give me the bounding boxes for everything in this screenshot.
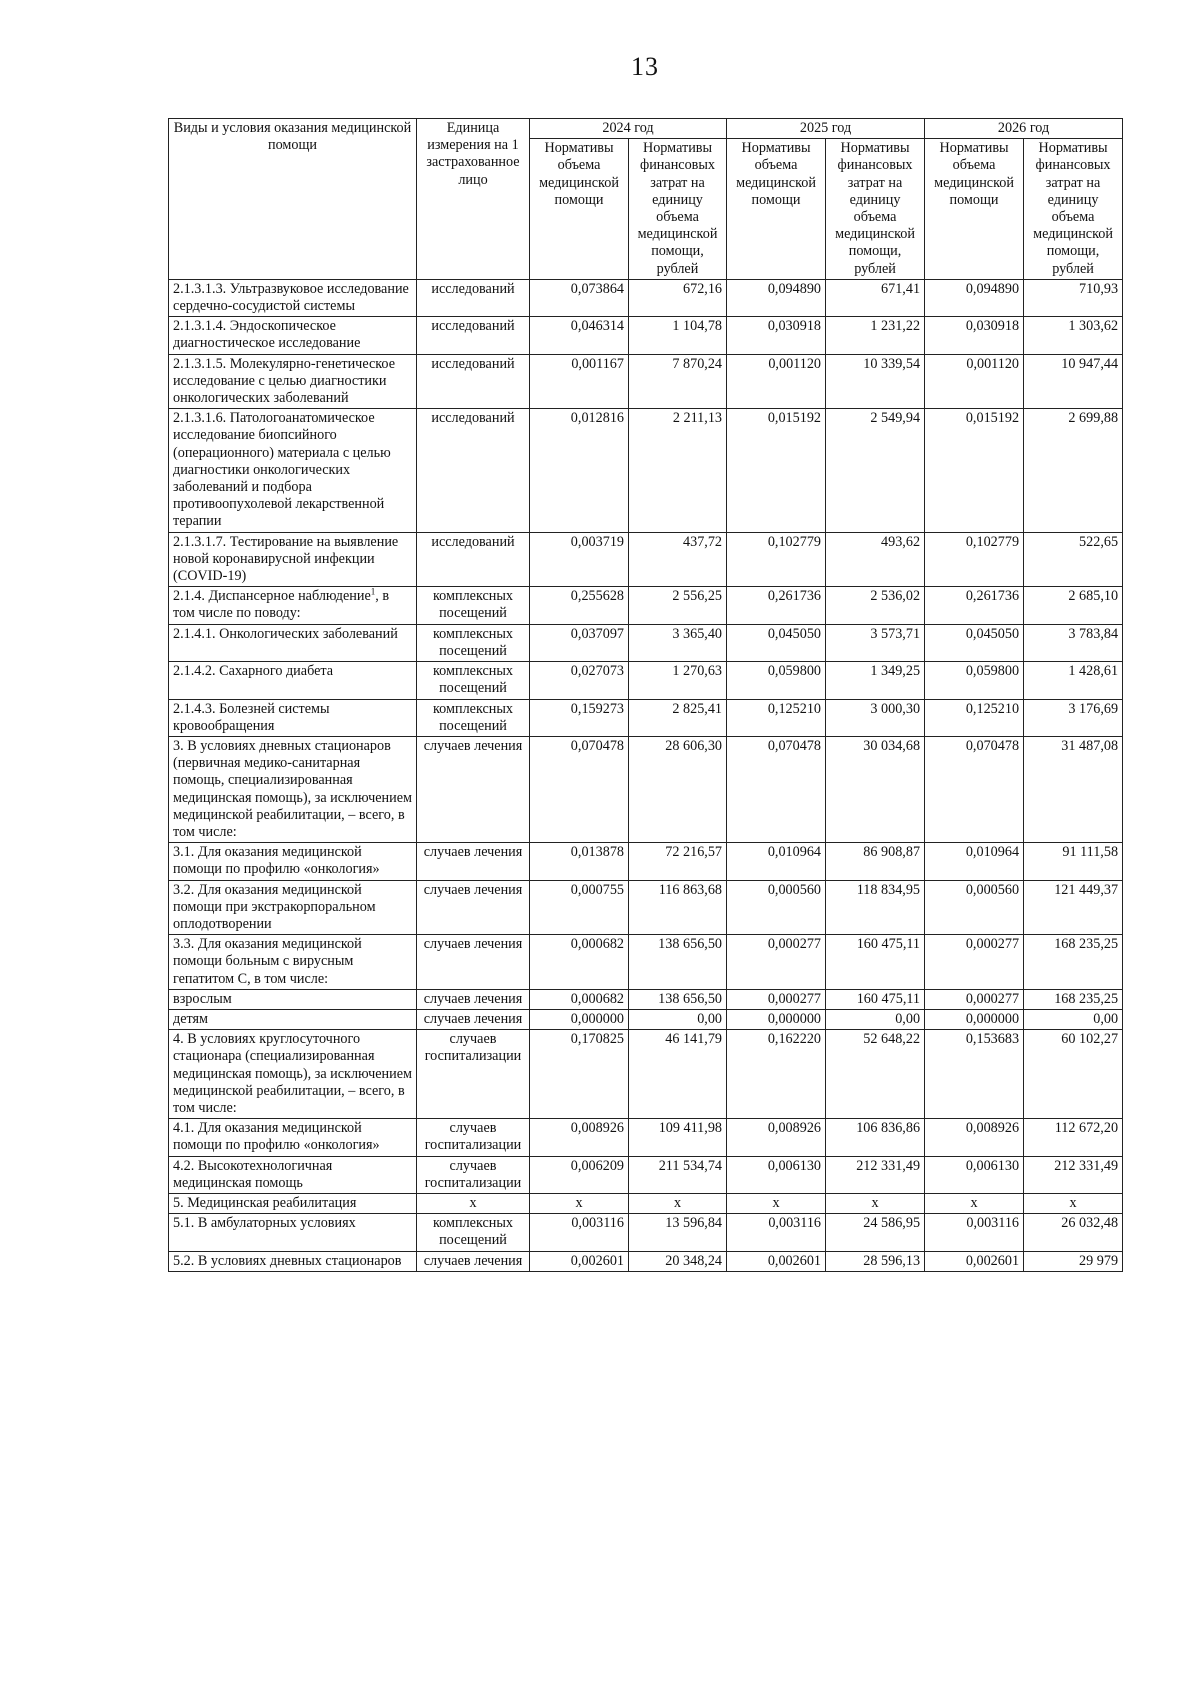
row-name: [169, 587, 417, 624]
header-year-2024: 2024 год: [530, 119, 727, 139]
row-volume-2024: 0,073864: [530, 279, 629, 316]
row-volume-2024: 0,003116: [530, 1214, 629, 1251]
row-volume-2026: 0,094890: [925, 279, 1024, 316]
table-row: [169, 843, 1123, 880]
table-row: [169, 880, 1123, 935]
table-row: [169, 279, 1123, 316]
table-body: [169, 279, 1123, 1271]
row-cost-2024: 1 104,78: [629, 317, 727, 354]
table-row: [169, 1214, 1123, 1251]
row-volume-2025: 0,000000: [727, 1009, 826, 1029]
row-cost-2025: 2 536,02: [826, 587, 925, 624]
row-volume-2024: 0,012816: [530, 409, 629, 532]
table-row: [169, 1193, 1123, 1213]
row-unit: случаев госпитализации: [417, 1119, 530, 1156]
row-volume-2026: 0,261736: [925, 587, 1024, 624]
table-row: [169, 1030, 1123, 1119]
row-cost-2024: 2 825,41: [629, 699, 727, 736]
header-volume-2024: Нормативы объема медицинской помощи: [530, 139, 629, 280]
row-volume-2026: 0,010964: [925, 843, 1024, 880]
row-unit: случаев лечения: [417, 843, 530, 880]
row-cost-2026: 2 699,88: [1024, 409, 1123, 532]
row-unit: исследований: [417, 354, 530, 409]
row-name: детям: [169, 1009, 417, 1029]
header-cost-2026: Нормативы финансовых затрат на единицу объема медицинской помощи, рублей: [1024, 139, 1123, 280]
page-number: 13: [631, 52, 659, 81]
row-cost-2026: 31 487,08: [1024, 736, 1123, 842]
header-type: Виды и условия оказания медицинской помощи: [169, 119, 417, 280]
row-cost-2024: 2 556,25: [629, 587, 727, 624]
row-volume-2024: 0,027073: [530, 662, 629, 699]
header-year-2026: 2026 год: [925, 119, 1123, 139]
table-row: [169, 409, 1123, 532]
header-row-years: [169, 119, 1123, 139]
row-unit: случаев госпитализации: [417, 1030, 530, 1119]
row-volume-2024: 0,000755: [530, 880, 629, 935]
table-row: [169, 1156, 1123, 1193]
row-volume-2024: 0,255628: [530, 587, 629, 624]
row-cost-2025: 118 834,95: [826, 880, 925, 935]
row-volume-2025: 0,059800: [727, 662, 826, 699]
row-cost-2026: 2 685,10: [1024, 587, 1123, 624]
row-cost-2026: 1 303,62: [1024, 317, 1123, 354]
row-volume-2026: 0,102779: [925, 532, 1024, 587]
row-volume-2026: 0,003116: [925, 1214, 1024, 1251]
row-volume-2026: 0,125210: [925, 699, 1024, 736]
row-volume-2024: 0,002601: [530, 1251, 629, 1271]
row-unit: комплексных посещений: [417, 624, 530, 661]
row-name: 2.1.3.1.5. Молекулярно-генетическое исследование с целью диагностики онкологических заболеваний: [169, 354, 417, 409]
row-cost-2025: 160 475,11: [826, 935, 925, 990]
table-row: [169, 1009, 1123, 1029]
row-volume-2024: 0,159273: [530, 699, 629, 736]
row-name: 5. Медицинская реабилитация: [169, 1193, 417, 1213]
row-cost-2025: 106 836,86: [826, 1119, 925, 1156]
header-volume-2025: Нормативы объема медицинской помощи: [727, 139, 826, 280]
footnote-mark: 1: [370, 586, 376, 597]
row-cost-2024: 46 141,79: [629, 1030, 727, 1119]
row-cost-2025: 30 034,68: [826, 736, 925, 842]
row-name: взрослым: [169, 989, 417, 1009]
row-cost-2026: 3 783,84: [1024, 624, 1123, 661]
row-cost-2024: 1 270,63: [629, 662, 727, 699]
row-cost-2025: 3 573,71: [826, 624, 925, 661]
row-unit: исследований: [417, 317, 530, 354]
table-row: [169, 624, 1123, 661]
row-volume-2025: 0,261736: [727, 587, 826, 624]
row-name: 2.1.3.1.7. Тестирование на выявление новой коронавирусной инфекции (COVID-19): [169, 532, 417, 587]
row-cost-2025: 24 586,95: [826, 1214, 925, 1251]
header-cost-2024: Нормативы финансовых затрат на единицу объема медицинской помощи, рублей: [629, 139, 727, 280]
header-year-2025: 2025 год: [727, 119, 925, 139]
table-row: [169, 736, 1123, 842]
row-unit: комплексных посещений: [417, 1214, 530, 1251]
row-name-tail: , в том числе по поводу:: [173, 588, 390, 622]
row-cost-2024: 138 656,50: [629, 935, 727, 990]
row-volume-2024: 0,170825: [530, 1030, 629, 1119]
row-volume-2024: 0,013878: [530, 843, 629, 880]
table-row: [169, 1119, 1123, 1156]
row-name: 3.3. Для оказания медицинской помощи больным с вирусным гепатитом С, в том числе:: [169, 935, 417, 990]
row-volume-2026: 0,045050: [925, 624, 1024, 661]
header-cost-2025: Нормативы финансовых затрат на единицу объема медицинской помощи, рублей: [826, 139, 925, 280]
row-cost-2025: 10 339,54: [826, 354, 925, 409]
row-cost-2026: 522,65: [1024, 532, 1123, 587]
row-volume-2025: 0,094890: [727, 279, 826, 316]
row-cost-2026: 0,00: [1024, 1009, 1123, 1029]
row-volume-2026: 0,015192: [925, 409, 1024, 532]
row-cost-2026: 3 176,69: [1024, 699, 1123, 736]
row-cost-2025: 160 475,11: [826, 989, 925, 1009]
row-name: 5.2. В условиях дневных стационаров: [169, 1251, 417, 1271]
row-volume-2024: 0,000682: [530, 935, 629, 990]
row-cost-2024: 211 534,74: [629, 1156, 727, 1193]
row-cost-2024: 20 348,24: [629, 1251, 727, 1271]
row-volume-2025: 0,045050: [727, 624, 826, 661]
row-name: 5.1. В амбулаторных условиях: [169, 1214, 417, 1251]
row-name: 4. В условиях круглосуточного стационара (специализированная медицинская помощь), за исключением медицинской реабилитации, – всего, в том числе:: [169, 1030, 417, 1119]
row-name: 2.1.3.1.4. Эндоскопическое диагностическое исследование: [169, 317, 417, 354]
row-volume-2026: 0,006130: [925, 1156, 1024, 1193]
row-cost-2026: х: [1024, 1193, 1123, 1213]
row-volume-2024: 0,000000: [530, 1009, 629, 1029]
row-cost-2024: 7 870,24: [629, 354, 727, 409]
row-cost-2026: 26 032,48: [1024, 1214, 1123, 1251]
row-volume-2024: 0,037097: [530, 624, 629, 661]
row-unit: случаев лечения: [417, 1009, 530, 1029]
row-cost-2024: 116 863,68: [629, 880, 727, 935]
row-unit: комплексных посещений: [417, 699, 530, 736]
row-name: 4.2. Высокотехнологичная медицинская помощь: [169, 1156, 417, 1193]
row-cost-2024: 109 411,98: [629, 1119, 727, 1156]
row-volume-2025: 0,030918: [727, 317, 826, 354]
row-cost-2026: 168 235,25: [1024, 935, 1123, 990]
row-volume-2026: 0,000277: [925, 989, 1024, 1009]
row-cost-2024: 2 211,13: [629, 409, 727, 532]
row-cost-2025: 671,41: [826, 279, 925, 316]
row-volume-2024: 0,001167: [530, 354, 629, 409]
row-volume-2025: 0,000277: [727, 935, 826, 990]
row-unit: х: [417, 1193, 530, 1213]
row-volume-2024: 0,003719: [530, 532, 629, 587]
row-cost-2026: 212 331,49: [1024, 1156, 1123, 1193]
row-cost-2024: 3 365,40: [629, 624, 727, 661]
table-row: [169, 935, 1123, 990]
row-volume-2024: 0,070478: [530, 736, 629, 842]
row-volume-2024: 0,046314: [530, 317, 629, 354]
row-name: 2.1.4.3. Болезней системы кровообращения: [169, 699, 417, 736]
header-unit: Единица измерения на 1 застрахованное лицо: [417, 119, 530, 280]
row-cost-2025: 212 331,49: [826, 1156, 925, 1193]
row-unit: случаев лечения: [417, 989, 530, 1009]
row-name: 3.2. Для оказания медицинской помощи при экстракорпоральном оплодотворении: [169, 880, 417, 935]
table-row: [169, 532, 1123, 587]
row-cost-2024: х: [629, 1193, 727, 1213]
row-unit: случаев лечения: [417, 736, 530, 842]
row-volume-2026: 0,030918: [925, 317, 1024, 354]
row-cost-2025: 2 549,94: [826, 409, 925, 532]
row-name: 3.1. Для оказания медицинской помощи по профилю «онкология»: [169, 843, 417, 880]
row-unit: случаев госпитализации: [417, 1156, 530, 1193]
row-volume-2026: 0,002601: [925, 1251, 1024, 1271]
row-cost-2025: 3 000,30: [826, 699, 925, 736]
row-cost-2025: 493,62: [826, 532, 925, 587]
row-cost-2025: 1 231,22: [826, 317, 925, 354]
row-unit: случаев лечения: [417, 1251, 530, 1271]
row-volume-2026: 0,000560: [925, 880, 1024, 935]
row-cost-2025: 28 596,13: [826, 1251, 925, 1271]
row-volume-2025: 0,070478: [727, 736, 826, 842]
row-volume-2025: 0,162220: [727, 1030, 826, 1119]
table-row: [169, 354, 1123, 409]
row-cost-2025: 0,00: [826, 1009, 925, 1029]
row-cost-2025: 86 908,87: [826, 843, 925, 880]
row-unit: комплексных посещений: [417, 587, 530, 624]
row-name: 4.1. Для оказания медицинской помощи по профилю «онкология»: [169, 1119, 417, 1156]
row-volume-2026: х: [925, 1193, 1024, 1213]
row-volume-2025: 0,010964: [727, 843, 826, 880]
row-volume-2026: 0,059800: [925, 662, 1024, 699]
row-volume-2025: 0,015192: [727, 409, 826, 532]
row-name: 2.1.3.1.3. Ультразвуковое исследование сердечно-сосудистой системы: [169, 279, 417, 316]
row-volume-2025: 0,002601: [727, 1251, 826, 1271]
row-unit: комплексных посещений: [417, 662, 530, 699]
row-unit: исследований: [417, 532, 530, 587]
row-cost-2026: 1 428,61: [1024, 662, 1123, 699]
row-volume-2024: х: [530, 1193, 629, 1213]
table-row: [169, 989, 1123, 1009]
row-cost-2024: 672,16: [629, 279, 727, 316]
row-name: 3. В условиях дневных стационаров (первичная медико-санитарная помощь, специализированная медицинская помощь), за исключением медицинской реабилитации, – всего, в том числе:: [169, 736, 417, 842]
table-row: [169, 699, 1123, 736]
row-volume-2024: 0,008926: [530, 1119, 629, 1156]
row-volume-2026: 0,001120: [925, 354, 1024, 409]
row-name-text: 2.1.4. Диспансерное наблюдение: [173, 588, 371, 605]
row-cost-2026: 10 947,44: [1024, 354, 1123, 409]
row-volume-2025: 0,102779: [727, 532, 826, 587]
row-volume-2025: 0,006130: [727, 1156, 826, 1193]
table-row: [169, 587, 1123, 624]
row-unit: случаев лечения: [417, 935, 530, 990]
table-row: [169, 317, 1123, 354]
row-volume-2025: 0,008926: [727, 1119, 826, 1156]
row-volume-2025: 0,000560: [727, 880, 826, 935]
row-volume-2025: 0,003116: [727, 1214, 826, 1251]
row-volume-2025: 0,001120: [727, 354, 826, 409]
norms-table: [168, 118, 1123, 1272]
row-name: 2.1.3.1.6. Патологоанатомическое исследование биопсийного (операционного) материала с целью диагностики онкологических заболеваний и подбора противоопухолевой лекарственной терапии: [169, 409, 417, 532]
row-cost-2026: 112 672,20: [1024, 1119, 1123, 1156]
table-row: [169, 662, 1123, 699]
row-volume-2026: 0,000000: [925, 1009, 1024, 1029]
row-volume-2024: 0,006209: [530, 1156, 629, 1193]
row-name: 2.1.4.2. Сахарного диабета: [169, 662, 417, 699]
row-cost-2025: 1 349,25: [826, 662, 925, 699]
header-volume-2026: Нормативы объема медицинской помощи: [925, 139, 1024, 280]
row-name: 2.1.4.1. Онкологических заболеваний: [169, 624, 417, 661]
row-volume-2026: 0,070478: [925, 736, 1024, 842]
row-unit: исследований: [417, 409, 530, 532]
row-cost-2025: х: [826, 1193, 925, 1213]
row-cost-2024: 0,00: [629, 1009, 727, 1029]
row-volume-2024: 0,000682: [530, 989, 629, 1009]
row-volume-2025: х: [727, 1193, 826, 1213]
row-cost-2024: 28 606,30: [629, 736, 727, 842]
row-unit: исследований: [417, 279, 530, 316]
row-cost-2024: 13 596,84: [629, 1214, 727, 1251]
row-unit: случаев лечения: [417, 880, 530, 935]
row-cost-2025: 52 648,22: [826, 1030, 925, 1119]
row-cost-2026: 60 102,27: [1024, 1030, 1123, 1119]
row-cost-2026: 29 979: [1024, 1251, 1123, 1271]
table-row: [169, 1251, 1123, 1271]
row-cost-2024: 72 216,57: [629, 843, 727, 880]
row-volume-2026: 0,008926: [925, 1119, 1024, 1156]
row-volume-2026: 0,153683: [925, 1030, 1024, 1119]
row-cost-2026: 710,93: [1024, 279, 1123, 316]
row-volume-2026: 0,000277: [925, 935, 1024, 990]
row-cost-2026: 168 235,25: [1024, 989, 1123, 1009]
row-cost-2026: 91 111,58: [1024, 843, 1123, 880]
row-volume-2025: 0,125210: [727, 699, 826, 736]
row-volume-2025: 0,000277: [727, 989, 826, 1009]
row-cost-2024: 437,72: [629, 532, 727, 587]
row-cost-2026: 121 449,37: [1024, 880, 1123, 935]
row-cost-2024: 138 656,50: [629, 989, 727, 1009]
